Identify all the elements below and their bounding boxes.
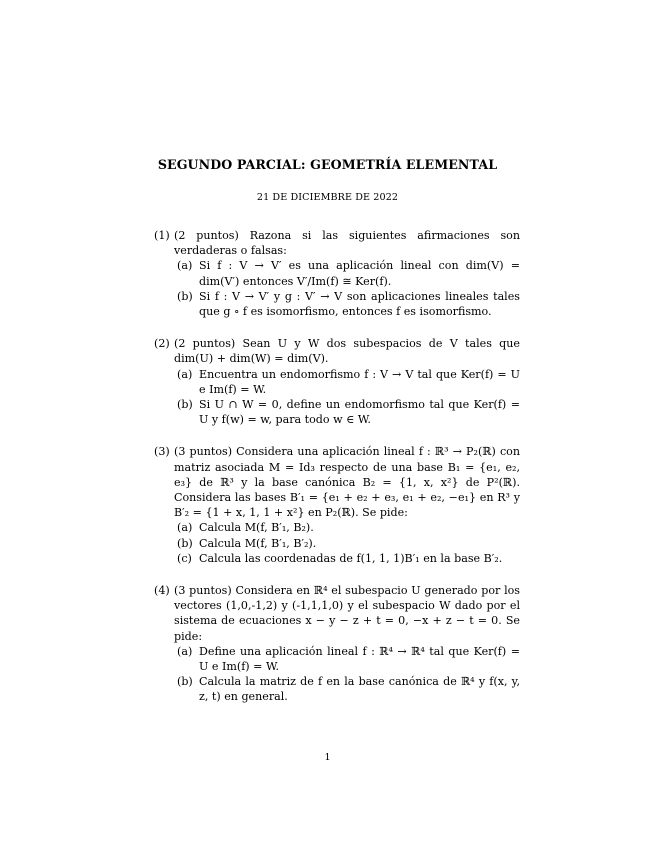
- problem-number: (2): [154, 337, 170, 351]
- problem-1: [154, 228, 520, 319]
- problem-item: [174, 289, 520, 319]
- problem-item: [174, 674, 520, 704]
- item-label: (b): [177, 398, 193, 412]
- problem-item: [174, 551, 520, 566]
- problem-number: (4): [154, 584, 170, 598]
- item-label: (b): [177, 536, 193, 550]
- item-label: (b): [177, 675, 193, 689]
- problem-item: [174, 520, 520, 535]
- item-text: Si U ∩ W = 0, define un endomorfismo tal que Ker(f) = U y f(w) = w, para todo w ∈ W.: [199, 398, 520, 427]
- page-number: 1: [324, 752, 331, 763]
- item-label: (c): [177, 551, 192, 565]
- item-text: Calcula M(f, B′₁, B′₂).: [199, 536, 317, 550]
- item-text: Si f : V → V′ y g : V′ → V son aplicaciones lineales tales que g ∘ f es isomorfismo, entonces f es isomorfismo.: [199, 289, 520, 319]
- problem-number: (1): [154, 229, 170, 242]
- item-label: (a): [177, 367, 193, 381]
- item-text: Calcula M(f, B′₁, B₂).: [199, 521, 314, 535]
- item-label: (a): [177, 521, 193, 535]
- exam-date: 21 DE DICIEMBRE DE 2022: [256, 192, 399, 203]
- item-label: (a): [177, 259, 193, 273]
- problem-item: [174, 536, 520, 551]
- problem-2: [154, 336, 520, 427]
- item-text: Calcula la matriz de f en la base canónica de ℝ⁴ y f(x, y, z, t) en general.: [199, 675, 520, 704]
- problem-item: [174, 258, 520, 288]
- problem-intro: (2 puntos) Sean U y W dos subespacios de V tales que dim(U) + dim(W) = dim(V).: [174, 337, 520, 366]
- problem-list: [154, 228, 520, 722]
- item-text: Si f : V → V′ es una aplicación lineal con dim(V) = dim(V′) entonces V′/Im(f) ≅ Ker(f).: [199, 259, 520, 288]
- problem-3: [154, 444, 520, 566]
- item-label: (a): [177, 644, 193, 658]
- problem-item: [174, 397, 520, 427]
- problem-intro: (2 puntos) Razona si las siguientes afirmaciones son verdaderas o falsas:: [174, 229, 520, 258]
- item-text: Calcula las coordenadas de f(1, 1, 1)B′₁ en la base B′₂.: [199, 551, 503, 565]
- problem-number: (3): [154, 445, 170, 459]
- item-text: Define una aplicación lineal f : ℝ⁴ → ℝ⁴ tal que Ker(f) = U e Im(f) = W.: [199, 644, 520, 674]
- exam-title: SEGUNDO PARCIAL: GEOMETRÍA ELEMENTAL: [157, 157, 498, 172]
- item-label: (b): [177, 289, 193, 303]
- problem-intro: (3 puntos) Considera en ℝ⁴ el subespacio U generado por los vectores (1,0,-1,2) y (-1,1,1,0) y el subespacio W dado por el sistema de ecuaciones x − y − z + t = 0, −x + z − t = 0. Se pide:: [174, 584, 520, 643]
- problem-item: [174, 644, 520, 674]
- problem-intro: (3 puntos) Considera una aplicación lineal f : ℝ³ → P₂(ℝ) con matriz asociada M = Id₃ respecto de una base B₁ = {e₁, e₂, e₃} de ℝ³ y la base canónica B₂ = {1, x, x²} de P²(ℝ). Considera las bases B′₁ = {e₁ + e₂ + e₃, e₁ + e₂, −e₁} en R³ y B′₂ = {1 + x, 1, 1 + x²} en P₂(ℝ). Se pide:: [174, 445, 520, 520]
- item-text: Encuentra un endomorfismo f : V → V tal que Ker(f) = U e Im(f) = W.: [199, 367, 520, 396]
- problem-item: [174, 367, 520, 397]
- problem-4: [154, 583, 520, 705]
